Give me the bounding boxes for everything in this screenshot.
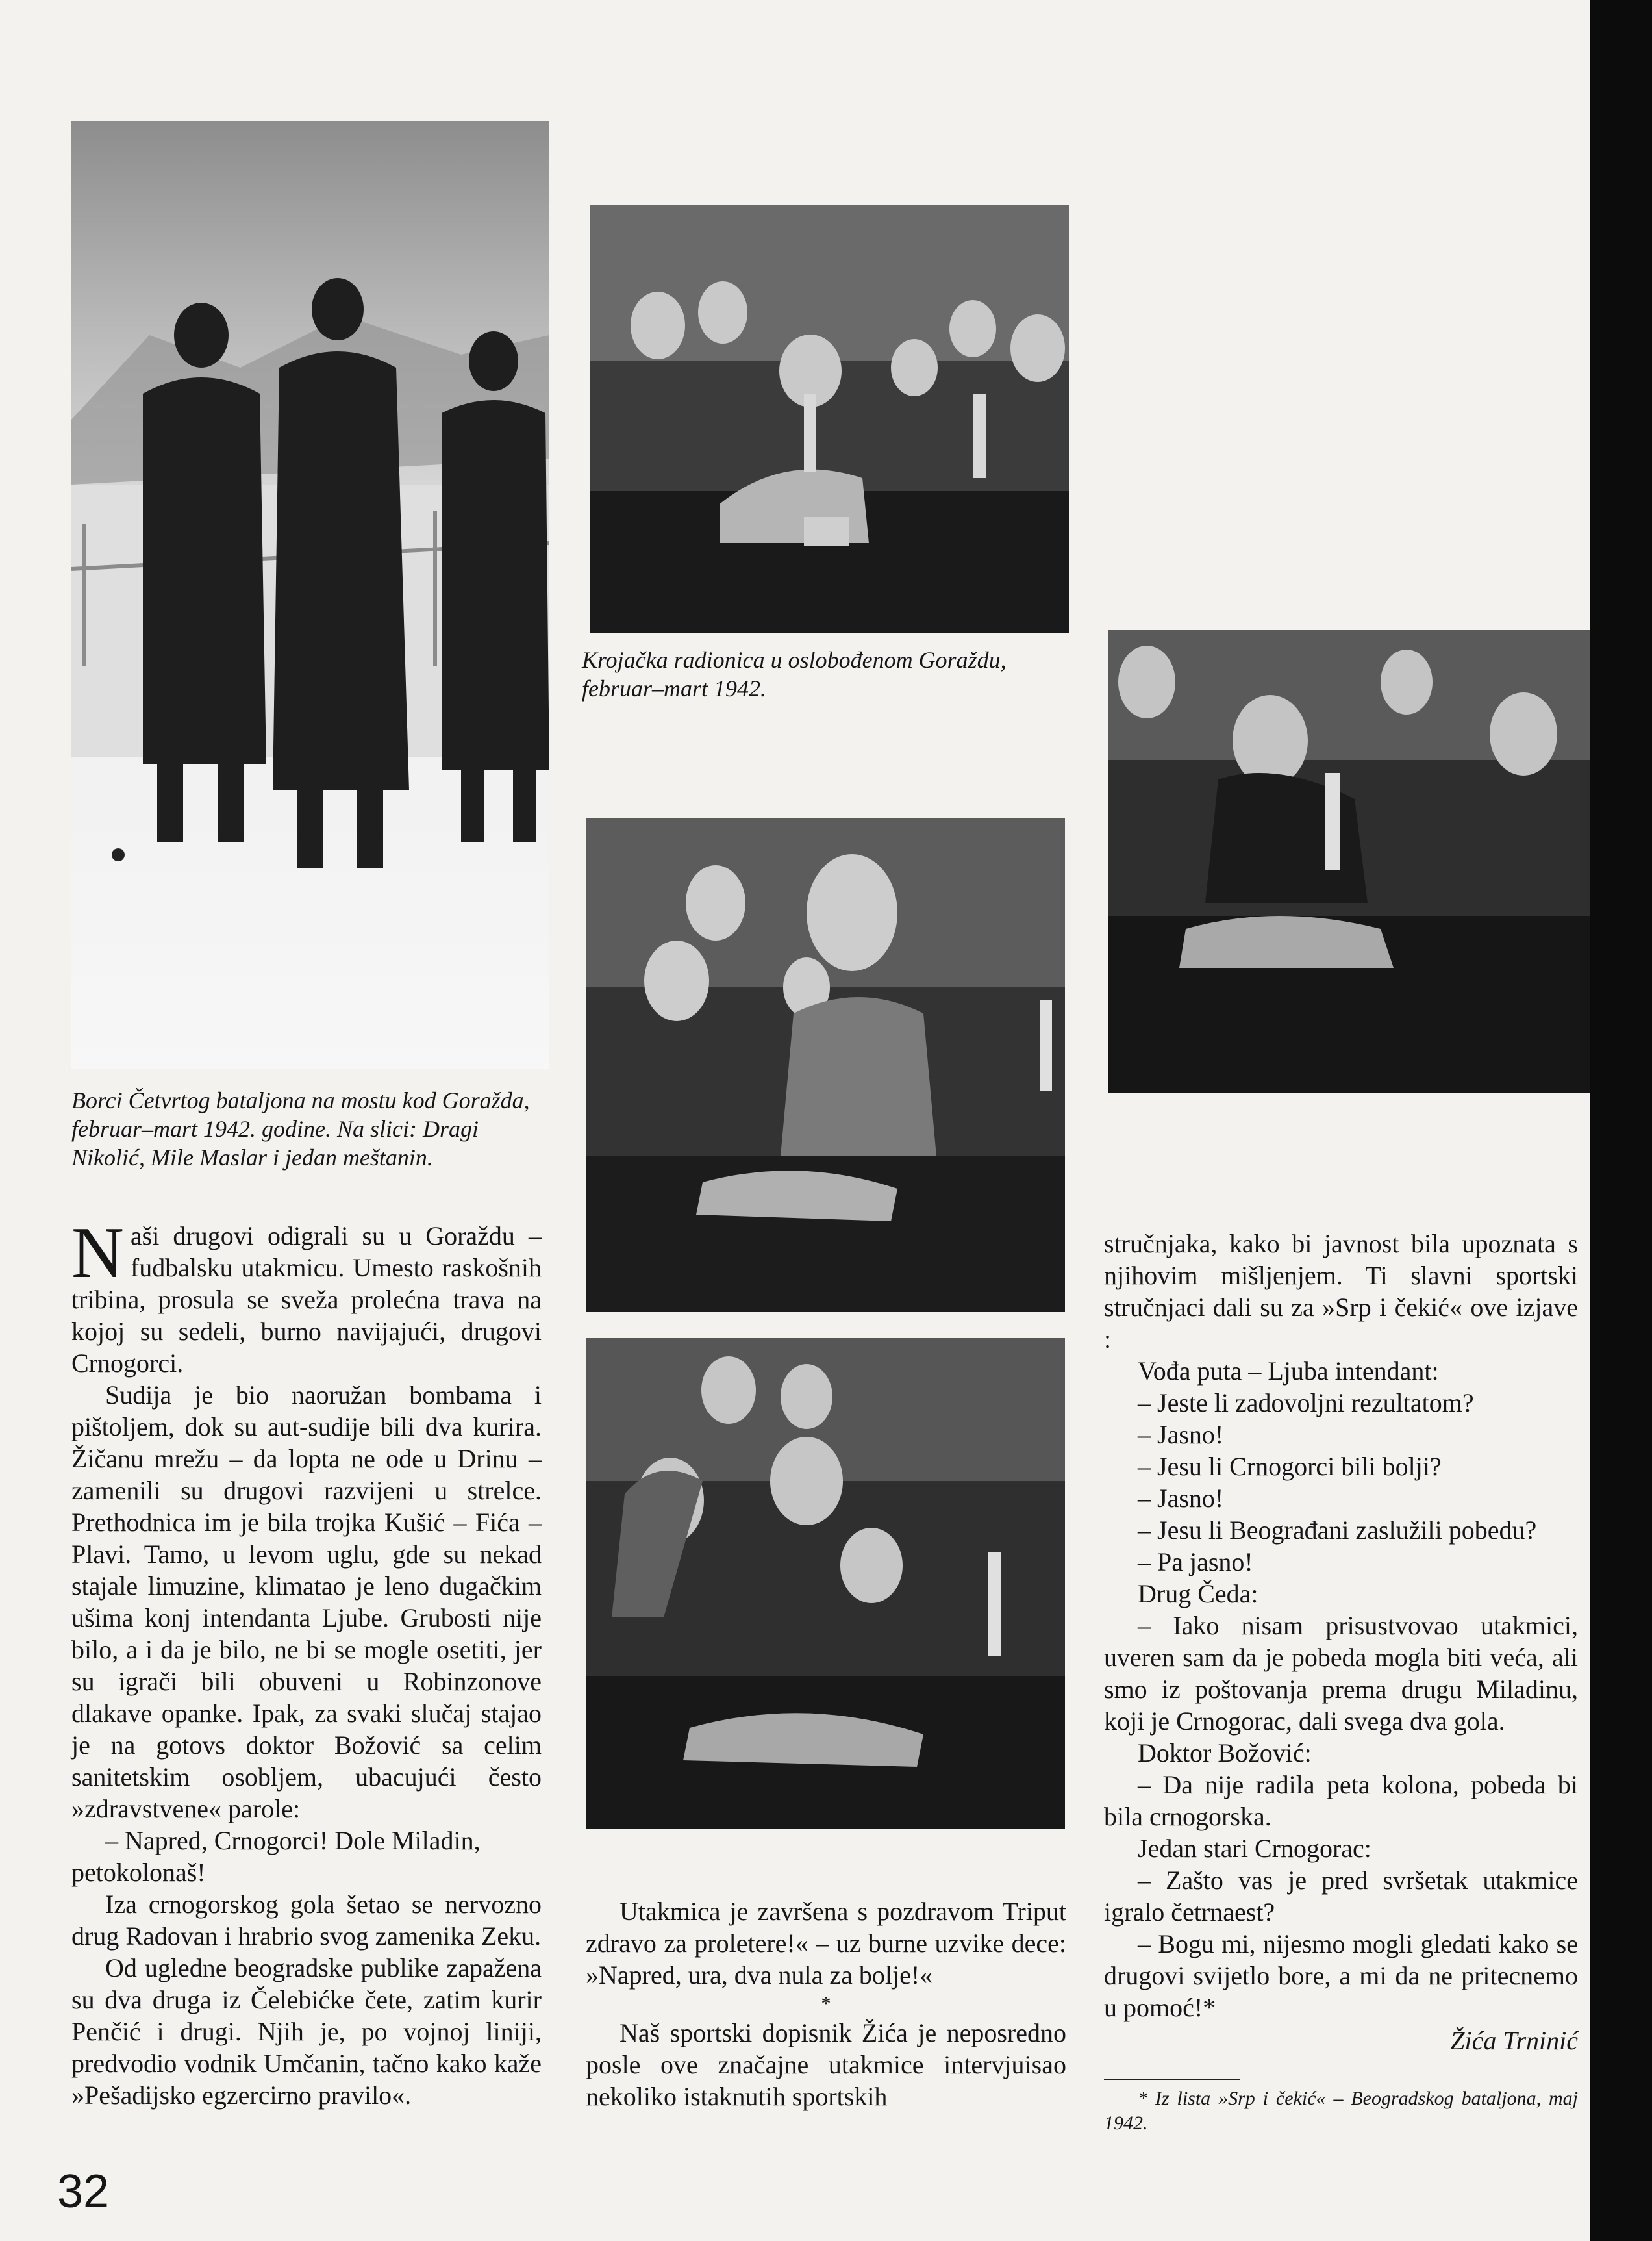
article-paragraph-2: Sudija je bio naoružan bombama i pištoljem, dok su aut-sudije bili dva kurira. Žičanu mrežu – da lopta ne ode u Drinu – zamenili su drugovi razvijeni u strelce. Prethodnica im je bila trojka Kušić – Fića – Plavi. Tamo, u levom uglu, gde su nekad stajale limuzine, klimatao je leno dugačkim ušima konj intendanta Ljube. Grubosti nije bilo, a i da je bilo, ne bi se mogle osetiti, jer su igrači bili obuveni u Robinzonove dlakave opanke. Ipak, za svaki slučaj stajao je na gotovs doktor Božović sa celim sanitetskim osobljem, ubacujući često »zdravstvene« parole: — [71, 1380, 542, 1823]
scan-dark-edge — [1590, 0, 1652, 2241]
footnote-divider — [1104, 2079, 1240, 2080]
page-number: 32 — [57, 2166, 110, 2218]
caption-bridge: Borci Četvrtog bataljona na mostu kod Goražda, februar–mart 1942. godine. Na slici: Dragi Nikolić, Mile Maslar i jedan meštanin. — [71, 1087, 530, 1171]
interview-line: – Zašto vas je pred svršetak utakmice igralo četrnaest? — [1104, 1866, 1578, 1927]
article-column-1 — [71, 1213, 542, 2111]
article-paragraph-1: Naši drugovi odigrali su u Goraždu – fudbalsku utakmicu. Umesto raskošnih tribina, prosula se sveža prolećna trava na kojoj su sedeli, burno navijajući, drugovi Crnogorci. — [71, 1213, 542, 1378]
caption-workshop: Krojačka radionica u oslobođenom Goraždu, februar–mart 1942. — [582, 647, 1007, 702]
photo-fighters-on-bridge — [71, 121, 549, 1069]
interview-line: Jedan stari Crnogorac: — [1138, 1834, 1371, 1863]
photo-tailoring-workshop-3 — [586, 818, 1065, 1312]
interview-line: – Iako nisam prisustvovao utakmici, uveren sam da je pobeda mogla biti veća, ali smo iz poštovanja prema drugu Miladinu, koji je Crnogorac, dali svega dva gola. — [1104, 1611, 1578, 1736]
section-separator: * — [821, 1993, 831, 2014]
article-column-3 — [1104, 1228, 1578, 2136]
interview-line: – Jesu li Crnogorci bili bolji? — [1138, 1452, 1442, 1481]
interview-line: – Jesu li Beograđani zaslužili pobedu? — [1138, 1515, 1537, 1545]
article-paragraph-7: Naš sportski dopisnik Žića je neposredno posle ove značajne utakmice intervjuisao nekoliko istaknutih sportskih — [586, 2018, 1066, 2111]
photo-tailoring-workshop-1 — [590, 205, 1069, 633]
interview-line: – Jeste li zadovoljni rezultatom? — [1138, 1388, 1474, 1417]
footnote: * Iz lista »Srp i čekić« – Beogradskog bataljona, maj 1942. — [1104, 2088, 1578, 2134]
article-column-2 — [586, 1895, 1066, 2112]
interview-line: – Jasno! — [1138, 1484, 1224, 1513]
author-signature: Žića Trninić — [1450, 2026, 1578, 2055]
article-paragraph-4: Iza crnogorskog gola šetao se nervozno drug Radovan i hrabrio svog zamenika Zeku. — [71, 1890, 542, 1951]
photo-tailoring-workshop-2 — [1108, 630, 1590, 1093]
drop-cap: N — [71, 1213, 124, 1293]
interview-line: – Da nije radila peta kolona, pobeda bi bila crnogorska. — [1104, 1770, 1578, 1831]
interview-line: – Pa jasno! — [1138, 1547, 1253, 1576]
photo-tailoring-workshop-4 — [586, 1338, 1065, 1829]
article-paragraph-5: Od ugledne beogradske publike zapažena su dva druga iz Čelebićke čete, zatim kurir Penčić i drugi. Njih je, po vojnoj liniji, predvodio vodnik Umčanin, tačno kako kaže »Pešadijsko egzercirno pravilo«. — [71, 1953, 542, 2110]
interview-line: Vođa puta – Ljuba intendant: — [1138, 1356, 1439, 1386]
article-paragraph-8: stručnjaka, kako bi javnost bila upoznata s njihovim mišljenjem. Ti slavni sportski stručnjaci dali su za »Srp i čekić« ove izjave : — [1104, 1229, 1578, 1354]
interview-line: – Jasno! — [1138, 1420, 1224, 1449]
interview-line: Doktor Božović: — [1138, 1738, 1312, 1767]
article-paragraph-3: – Napred, Crnogorci! Dole Miladin, petokolonaš! — [71, 1826, 481, 1887]
interview-line: – Bogu mi, nijesmo mogli gledati kako se drugovi svijetlo bore, a mi da ne pritecnemo u pomoć!* — [1104, 1929, 1578, 2022]
interview-line: Drug Čeda: — [1138, 1579, 1258, 1608]
article-paragraph-6: Utakmica je završena s pozdravom Triput zdravo za proletere!« – uz burne uzvike dece: »Napred, ura, dva nula za bolje!« — [586, 1897, 1066, 1990]
